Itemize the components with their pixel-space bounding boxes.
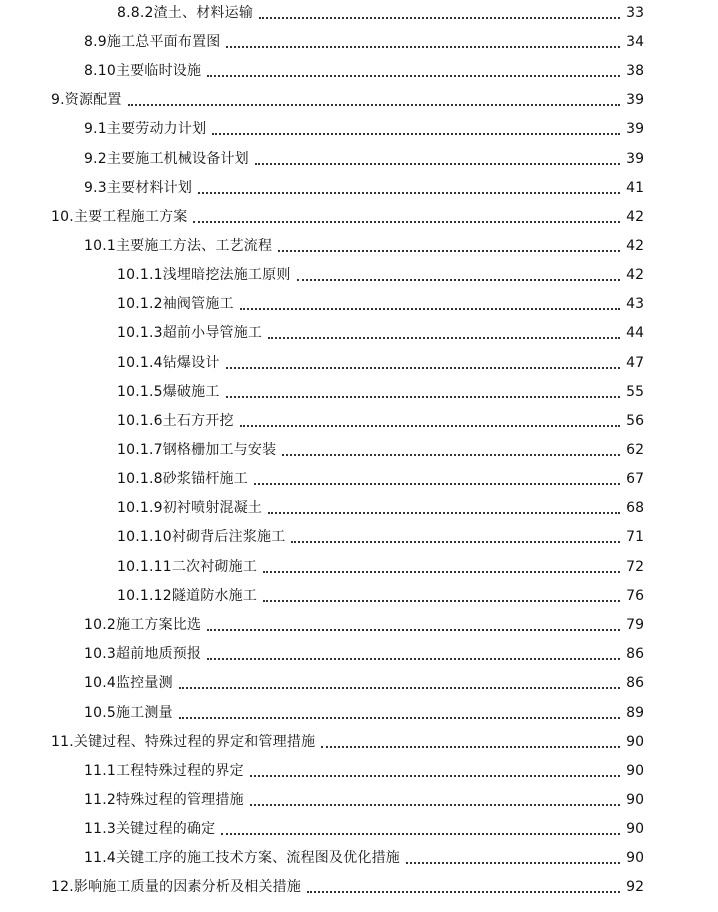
toc-entry[interactable]: [0, 0, 718, 22]
dot-leader: [240, 307, 620, 310]
toc-entry-title: 9.3主要材料计划: [84, 180, 193, 196]
toc-entry-title: 11.关键过程、特殊过程的界定和管理措施: [51, 734, 316, 750]
toc-entry[interactable]: [0, 58, 718, 80]
toc-entry-page: 33: [626, 5, 644, 21]
toc-entry-page: 38: [626, 63, 644, 79]
toc-entry[interactable]: [0, 670, 718, 692]
toc-entry-title: 10.3超前地质预报: [84, 646, 202, 662]
toc-entry[interactable]: [0, 816, 718, 838]
dot-leader: [297, 278, 620, 281]
toc-entry-page: 42: [626, 209, 644, 225]
toc-entry-page: 92: [626, 879, 644, 895]
dot-leader: [240, 424, 620, 427]
toc-entry-title: 10.2施工方案比选: [84, 617, 202, 633]
toc-entry-title: 11.4关键工序的施工技术方案、流程图及优化措施: [84, 850, 400, 866]
toc-entry[interactable]: [0, 554, 718, 576]
toc-entry-title: 9.2主要施工机械设备计划: [84, 151, 249, 167]
toc-entry-page: 34: [626, 34, 644, 50]
toc-entry-page: 76: [626, 588, 644, 604]
toc-entry[interactable]: [0, 320, 718, 342]
toc-entry-title: 10.主要工程施工方案: [51, 209, 188, 225]
toc-entry-page: 39: [626, 151, 644, 167]
toc-entry[interactable]: [0, 729, 718, 751]
toc-entry[interactable]: [0, 262, 718, 284]
toc-entry-title: 10.5施工测量: [84, 705, 173, 721]
toc-entry-page: 67: [626, 471, 644, 487]
toc-entry-page: 39: [626, 92, 644, 108]
toc-entry[interactable]: [0, 233, 718, 255]
dot-leader: [250, 803, 620, 806]
toc-entry[interactable]: [0, 291, 718, 313]
toc-entry[interactable]: [0, 787, 718, 809]
dot-leader: [179, 716, 620, 719]
toc-entry-page: 90: [626, 734, 644, 750]
dot-leader: [406, 861, 620, 864]
toc-entry-page: 68: [626, 500, 644, 516]
dot-leader: [207, 628, 620, 631]
toc-entry-page: 44: [626, 325, 644, 341]
toc-entry-title: 10.1.10衬砌背后注浆施工: [117, 529, 286, 545]
toc-entry-title: 10.1.4钻爆设计: [117, 355, 220, 371]
toc-entry-page: 86: [626, 675, 644, 691]
dot-leader: [226, 395, 620, 398]
dot-leader: [128, 103, 620, 106]
toc-entry-title: 10.1.6土石方开挖: [117, 413, 234, 429]
dot-leader: [198, 191, 620, 194]
toc-entry-page: 90: [626, 792, 644, 808]
toc-entry[interactable]: [0, 437, 718, 459]
toc-entry[interactable]: [0, 758, 718, 780]
toc-entry-page: 62: [626, 442, 644, 458]
toc-entry-title: 9.资源配置: [51, 92, 122, 108]
dot-leader: [307, 890, 620, 893]
toc-entry-page: 86: [626, 646, 644, 662]
dot-leader: [255, 162, 620, 165]
toc-entry[interactable]: [0, 524, 718, 546]
dot-leader: [226, 366, 620, 369]
toc-entry[interactable]: [0, 408, 718, 430]
toc-entry[interactable]: [0, 116, 718, 138]
toc-entry[interactable]: [0, 466, 718, 488]
toc-entry-page: 71: [626, 529, 644, 545]
toc-entry-page: 89: [626, 705, 644, 721]
toc-entry-title: 8.9施工总平面布置图: [84, 34, 221, 50]
toc-entry-page: 41: [626, 180, 644, 196]
dot-leader: [179, 686, 620, 689]
toc-entry-page: 55: [626, 384, 644, 400]
toc-entry-title: 10.1主要施工方法、工艺流程: [84, 238, 273, 254]
toc-entry-page: 42: [626, 238, 644, 254]
toc-entry[interactable]: [0, 874, 718, 896]
toc-entry-title: 10.1.3超前小导管施工: [117, 325, 263, 341]
toc-entry-page: 56: [626, 413, 644, 429]
dot-leader: [226, 45, 620, 48]
toc-entry[interactable]: [0, 350, 718, 372]
toc-entry-title: 12.影响施工质量的因素分析及相关措施: [51, 879, 302, 895]
toc-entry-title: 10.1.9初衬喷射混凝土: [117, 500, 263, 516]
toc-entry-page: 90: [626, 821, 644, 837]
toc-entry-title: 11.1工程特殊过程的界定: [84, 763, 244, 779]
toc-entry[interactable]: [0, 87, 718, 109]
toc-entry-page: 90: [626, 850, 644, 866]
toc-entry[interactable]: [0, 204, 718, 226]
toc-entry[interactable]: [0, 175, 718, 197]
toc-entry[interactable]: [0, 700, 718, 722]
dot-leader: [282, 453, 620, 456]
toc-entry-title: 9.1主要劳动力计划: [84, 121, 207, 137]
toc-entry-page: 42: [626, 267, 644, 283]
toc-entry-page: 72: [626, 559, 644, 575]
dot-leader: [291, 540, 620, 543]
dot-leader: [278, 249, 620, 252]
toc-entry-page: 39: [626, 121, 644, 137]
toc-entry-page: 79: [626, 617, 644, 633]
dot-leader: [259, 16, 620, 19]
toc-entry[interactable]: [0, 612, 718, 634]
toc-entry-page: 43: [626, 296, 644, 312]
toc-entry-title: 10.1.11二次衬砌施工: [117, 559, 258, 575]
toc-entry[interactable]: [0, 845, 718, 867]
toc-entry[interactable]: [0, 379, 718, 401]
dot-leader: [263, 599, 620, 602]
toc-entry[interactable]: [0, 583, 718, 605]
toc-entry-title: 11.3关键过程的确定: [84, 821, 216, 837]
toc-entry-title: 10.4监控量测: [84, 675, 173, 691]
dot-leader: [268, 336, 620, 339]
toc-entry-title: 10.1.1浅埋暗挖法施工原则: [117, 267, 291, 283]
toc-entry-title: 11.2特殊过程的管理措施: [84, 792, 244, 808]
toc-entry-title: 10.1.5爆破施工: [117, 384, 220, 400]
toc-entry[interactable]: [0, 29, 718, 51]
toc-entry-title: 8.10主要临时设施: [84, 63, 202, 79]
toc-entry-title: 10.1.12隧道防水施工: [117, 588, 258, 604]
dot-leader: [207, 74, 620, 77]
dot-leader: [263, 570, 620, 573]
dot-leader: [268, 511, 620, 514]
toc-entry-title: 10.1.8砂浆锚杆施工: [117, 471, 248, 487]
dot-leader: [207, 657, 620, 660]
dot-leader: [212, 132, 620, 135]
toc-entry[interactable]: [0, 495, 718, 517]
dot-leader: [250, 774, 620, 777]
toc-entry-title: 10.1.2袖阀管施工: [117, 296, 234, 312]
toc-entry-title: 8.8.2渣土、材料运输: [117, 5, 254, 21]
toc-entry-page: 47: [626, 355, 644, 371]
toc-entry-page: 90: [626, 763, 644, 779]
toc-entry[interactable]: [0, 146, 718, 168]
dot-leader: [193, 220, 620, 223]
dot-leader: [221, 832, 620, 835]
dot-leader: [321, 745, 620, 748]
toc-entry-title: 10.1.7钢格栅加工与安装: [117, 442, 277, 458]
toc-entry[interactable]: [0, 641, 718, 663]
dot-leader: [254, 482, 620, 485]
